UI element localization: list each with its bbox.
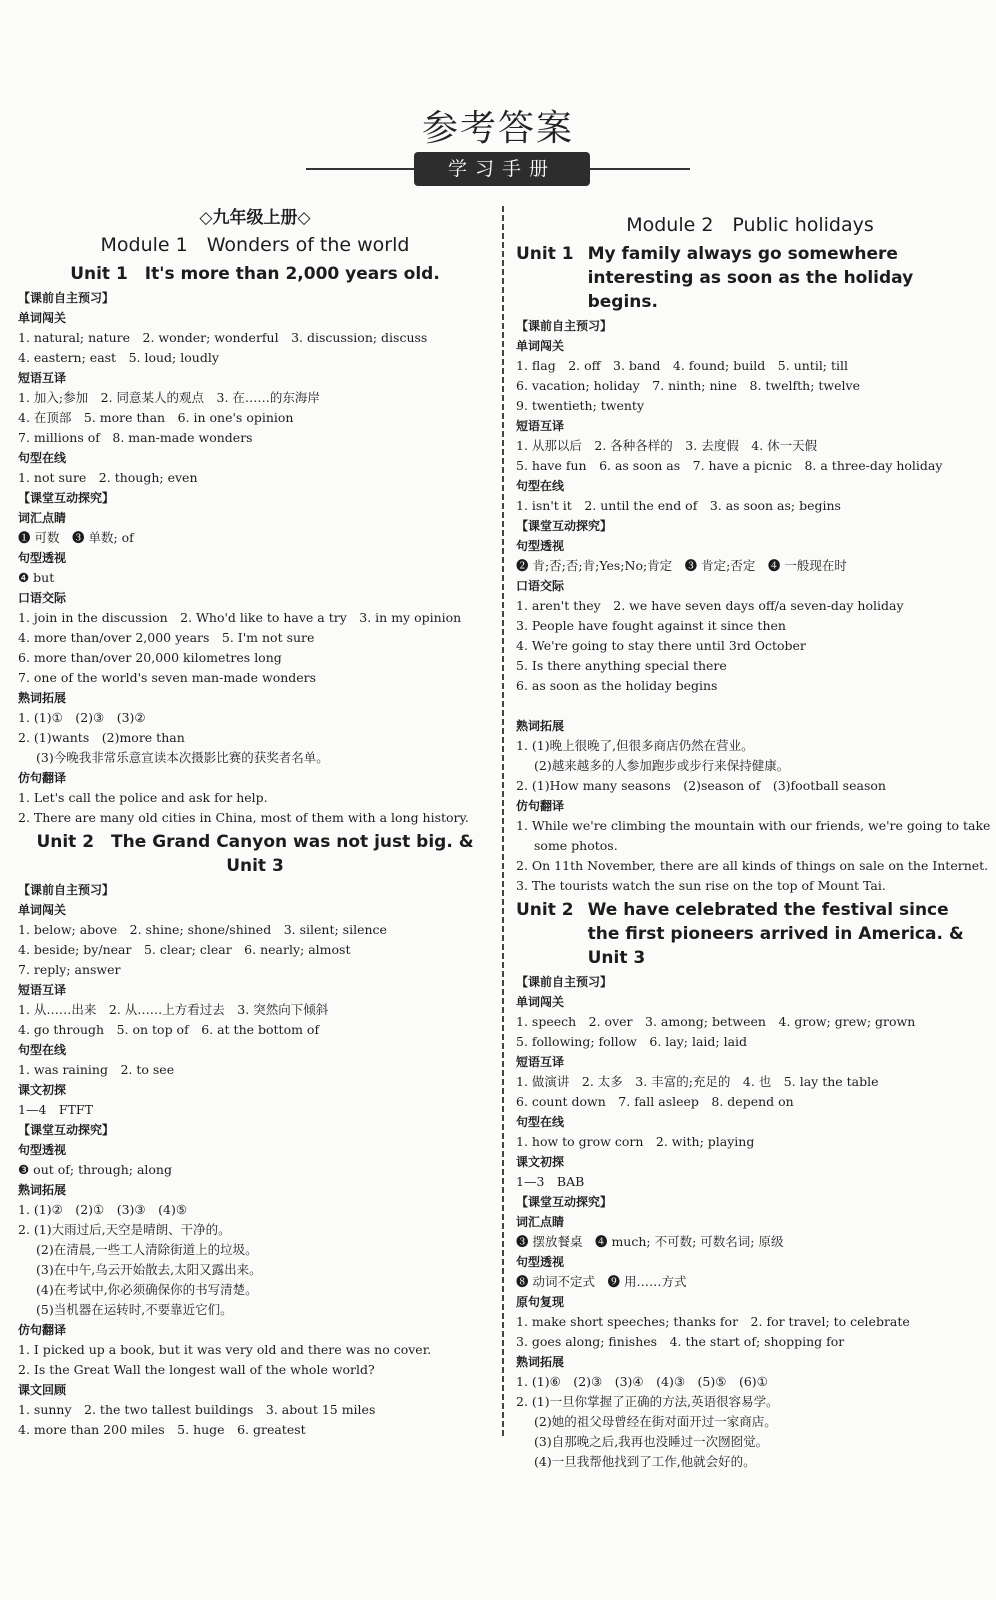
section-heading: 【课堂互动探究】 [18,1123,115,1137]
answer-line: (2)她的祖父母曾经在街对面开过一家商店。 [534,1414,777,1429]
answer-line: (3)今晚我非常乐意宣读本次摄影比赛的获奖者名单。 [36,750,329,765]
answer-line: 1. below; above 2. shine; shone/shined 3. silent; silence [18,922,387,937]
section-heading: 【课前自主预习】 [516,319,613,333]
subsection-heading: 句型在线 [18,1043,67,1057]
unit-heading: Unit 1 It's more than 2,000 years old. [70,264,440,284]
answer-line: 2. On 11th November, there are all kinds of things on sale on the Internet. [516,858,989,873]
answer-line: 1. 做演讲 2. 太多 3. 丰富的;充足的 4. 也 5. lay the table [516,1074,879,1089]
answer-line: 4. eastern; east 5. loud; loudly [18,350,219,365]
answer-line: 1. 从……出来 2. 从……上方看过去 3. 突然向下倾斜 [18,1002,329,1017]
left-column [18,206,492,1440]
subsection-heading: 词汇点睛 [18,511,67,525]
unit-title: My family always go somewhere interesting as soon as the holiday begins. [587,244,914,312]
title-rule-right [590,168,690,170]
answer-line: ❽ 动词不定式 ❾ 用……方式 [516,1274,687,1289]
answer-line: 1. While we're climbing the mountain with our friends, we're going to take [516,818,991,833]
subsection-heading: 句型透视 [516,539,565,553]
page-title: 参考答案 [421,108,574,149]
answer-line: some photos. [534,838,618,853]
answer-line: 3. People have fought against it since then [516,618,786,633]
section-heading: 【课前自主预习】 [18,291,115,305]
section-heading: 【课堂互动探究】 [18,491,115,505]
subsection-heading: 短语互译 [18,983,67,997]
answer-line: 1. isn't it 2. until the end of 3. as soon as; begins [516,498,841,513]
subsection-heading: 单词闯关 [516,339,565,353]
right-column [516,206,991,1472]
answer-line: 4. more than 200 miles 5. huge 6. greatest [18,1422,306,1437]
answer-line: 4. go through 5. on top of 6. at the bottom of [18,1022,320,1037]
answer-line: 9. twentieth; twenty [516,398,645,413]
section-heading: 【课堂互动探究】 [516,519,613,533]
subsection-heading: 句型在线 [516,479,565,493]
subsection-heading: 仿句翻译 [18,771,67,785]
answer-line: 2. Is the Great Wall the longest wall of the whole world? [18,1362,375,1377]
answer-line: ❷ 肯;否;否;肯;Yes;No;肯定 ❸ 肯定;否定 ❹ 一般现在时 [516,558,847,573]
answer-line: (4)一旦我帮他找到了工作,他就会好的。 [534,1454,756,1469]
answer-line: 1. (1)② (2)① (3)③ (4)⑤ [18,1202,188,1217]
answer-line: (2)越来越多的人参加跑步或步行来保持健康。 [534,758,790,773]
section-heading: 【课前自主预习】 [516,975,613,989]
answer-line: 1. (1)⑥ (2)③ (3)④ (4)③ (5)⑤ (6)① [516,1374,768,1389]
section-heading: 【课堂互动探究】 [516,1195,613,1209]
answer-line: 4. 在顶部 5. more than 6. in one's opinion [18,410,294,425]
answer-line: ❹ but [18,570,55,585]
answer-line: 1. make short speeches; thanks for 2. for travel; to celebrate [516,1314,910,1329]
answer-line: (3)自那晚之后,我再也没睡过一次囫囵觉。 [534,1434,769,1449]
answer-line: 1. (1)晚上很晚了,但很多商店仍然在营业。 [516,738,754,753]
answer-line: 3. The tourists watch the sun rise on the top of Mount Tai. [516,878,886,893]
unit-title: We have celebrated the festival since the first pioneers arrived in America. & Unit 3 [587,900,964,968]
answer-line: 1. not sure 2. though; even [18,470,198,485]
answer-line: 1. join in the discussion 2. Who'd like to have a try 3. in my opinion [18,610,462,625]
answer-line: 2. (1)大雨过后,天空是晴朗、干净的。 [18,1222,231,1237]
answer-line: 5. Is there anything special there [516,658,727,673]
answer-line: 1. sunny 2. the two tallest buildings 3. about 15 miles [18,1402,376,1417]
answer-line: 1. speech 2. over 3. among; between 4. grow; grew; grown [516,1014,916,1029]
answer-line: (4)在考试中,你必须确保你的书写清楚。 [36,1282,258,1297]
answer-line: ❸ out of; through; along [18,1162,172,1177]
module-heading: Module 2 Public holidays [626,214,874,236]
answer-line: 1. natural; nature 2. wonder; wonderful 3. discussion; discuss [18,330,428,345]
column-divider [502,206,504,1436]
answer-line [516,696,984,716]
answer-line: 7. reply; answer [18,962,121,977]
answer-line: (2)在清晨,一些工人清除街道上的垃圾。 [36,1242,258,1257]
answer-line: 6. as soon as the holiday begins [516,678,718,693]
answer-line: 2. (1)wants (2)more than [18,730,185,745]
subsection-heading: 口语交际 [18,591,67,605]
subsection-heading: 句型透视 [18,551,67,565]
answer-line: 1. 加入;参加 2. 同意某人的观点 3. 在……的东海岸 [18,390,320,405]
answer-line: 1. 从那以后 2. 各种各样的 3. 去度假 4. 休一天假 [516,438,818,453]
subsection-heading: 熟词拓展 [18,691,67,705]
answer-line: 3. goes along; finishes 4. the start of; shopping for [516,1334,845,1349]
grade-heading: ◇九年级上册◇ [199,208,311,228]
subsection-heading: 短语互译 [18,371,67,385]
unit-heading [516,898,984,970]
answer-line: 6. vacation; holiday 7. ninth; nine 8. twelfth; twelve [516,378,860,393]
answer-line: 1. flag 2. off 3. band 4. found; build 5. until; till [516,358,849,373]
answer-line: 1. Let's call the police and ask for help. [18,790,268,805]
subsection-heading: 熟词拓展 [516,719,565,733]
subsection-heading: 句型透视 [516,1255,565,1269]
section-heading: 【课前自主预习】 [18,883,115,897]
answer-line: 5. have fun 6. as soon as 7. have a picnic 8. a three-day holiday [516,458,943,473]
answer-line: 1. was raining 2. to see [18,1062,175,1077]
answer-line: 1. aren't they 2. we have seven days off/a seven-day holiday [516,598,904,613]
subsection-heading: 短语互译 [516,1055,565,1069]
answer-line: 7. one of the world's seven man-made wonders [18,670,317,685]
unit-label: Unit 1 [516,244,574,264]
answer-line: 2. (1)How many seasons (2)season of (3)football season [516,778,886,793]
subsection-heading: 课文回顾 [18,1383,67,1397]
subsection-heading: 课文初探 [18,1083,67,1097]
section-banner: 学习手册 [414,152,590,186]
subsection-heading: 单词闯关 [18,903,67,917]
subsection-heading: 单词闯关 [18,311,67,325]
answer-line: 2. (1)一旦你掌握了正确的方法,英语很容易学。 [516,1394,779,1409]
answer-line: 1. (1)① (2)③ (3)② [18,710,146,725]
answer-line: ❶ 可数 ❸ 单数; of [18,530,134,545]
answer-line: (5)当机器在运转时,不要靠近它们。 [36,1302,233,1317]
answer-line: 4. We're going to stay there until 3rd October [516,638,806,653]
answer-line: (3)在中午,乌云开始散去,太阳又露出来。 [36,1262,262,1277]
subsection-heading: 仿句翻译 [18,1323,67,1337]
unit-label: Unit 2 [516,900,574,920]
subsection-heading: 熟词拓展 [516,1355,565,1369]
subsection-heading: 单词闯关 [516,995,565,1009]
title-rule-left [306,168,414,170]
answer-line: 1. how to grow corn 2. with; playing [516,1134,755,1149]
unit-heading [516,242,984,314]
subsection-heading: 课文初探 [516,1155,565,1169]
subsection-heading: 句型在线 [18,451,67,465]
subsection-heading: 句型在线 [516,1115,565,1129]
subsection-heading: 原句复现 [516,1295,565,1309]
module-heading: Module 1 Wonders of the world [100,234,410,256]
answer-line: 6. more than/over 20,000 kilometres long [18,650,282,665]
subsection-heading: 熟词拓展 [18,1183,67,1197]
subsection-heading: 口语交际 [516,579,565,593]
answer-line: 4. more than/over 2,000 years 5. I'm not sure [18,630,315,645]
subsection-heading: 仿句翻译 [516,799,565,813]
answer-line: 7. millions of 8. man-made wonders [18,430,253,445]
subsection-heading: 短语互译 [516,419,565,433]
answer-line: 5. following; follow 6. lay; laid; laid [516,1034,748,1049]
answer-line: 1. I picked up a book, but it was very old and there was no cover. [18,1342,432,1357]
subsection-heading: 词汇点睛 [516,1215,565,1229]
answer-line: 1—3 BAB [516,1174,585,1189]
unit-heading: Unit 2 The Grand Canyon was not just big. & Unit 3 [36,832,474,876]
answer-line: ❸ 摆放餐桌 ❹ much; 不可数; 可数名词; 原级 [516,1234,784,1249]
answer-line: 2. There are many old cities in China, most of them with a long history. [18,810,469,825]
answer-line: 4. beside; by/near 5. clear; clear 6. nearly; almost [18,942,351,957]
answer-line: 6. count down 7. fall asleep 8. depend on [516,1094,794,1109]
subsection-heading: 句型透视 [18,1143,67,1157]
answer-line: 1—4 FTFT [18,1102,93,1117]
